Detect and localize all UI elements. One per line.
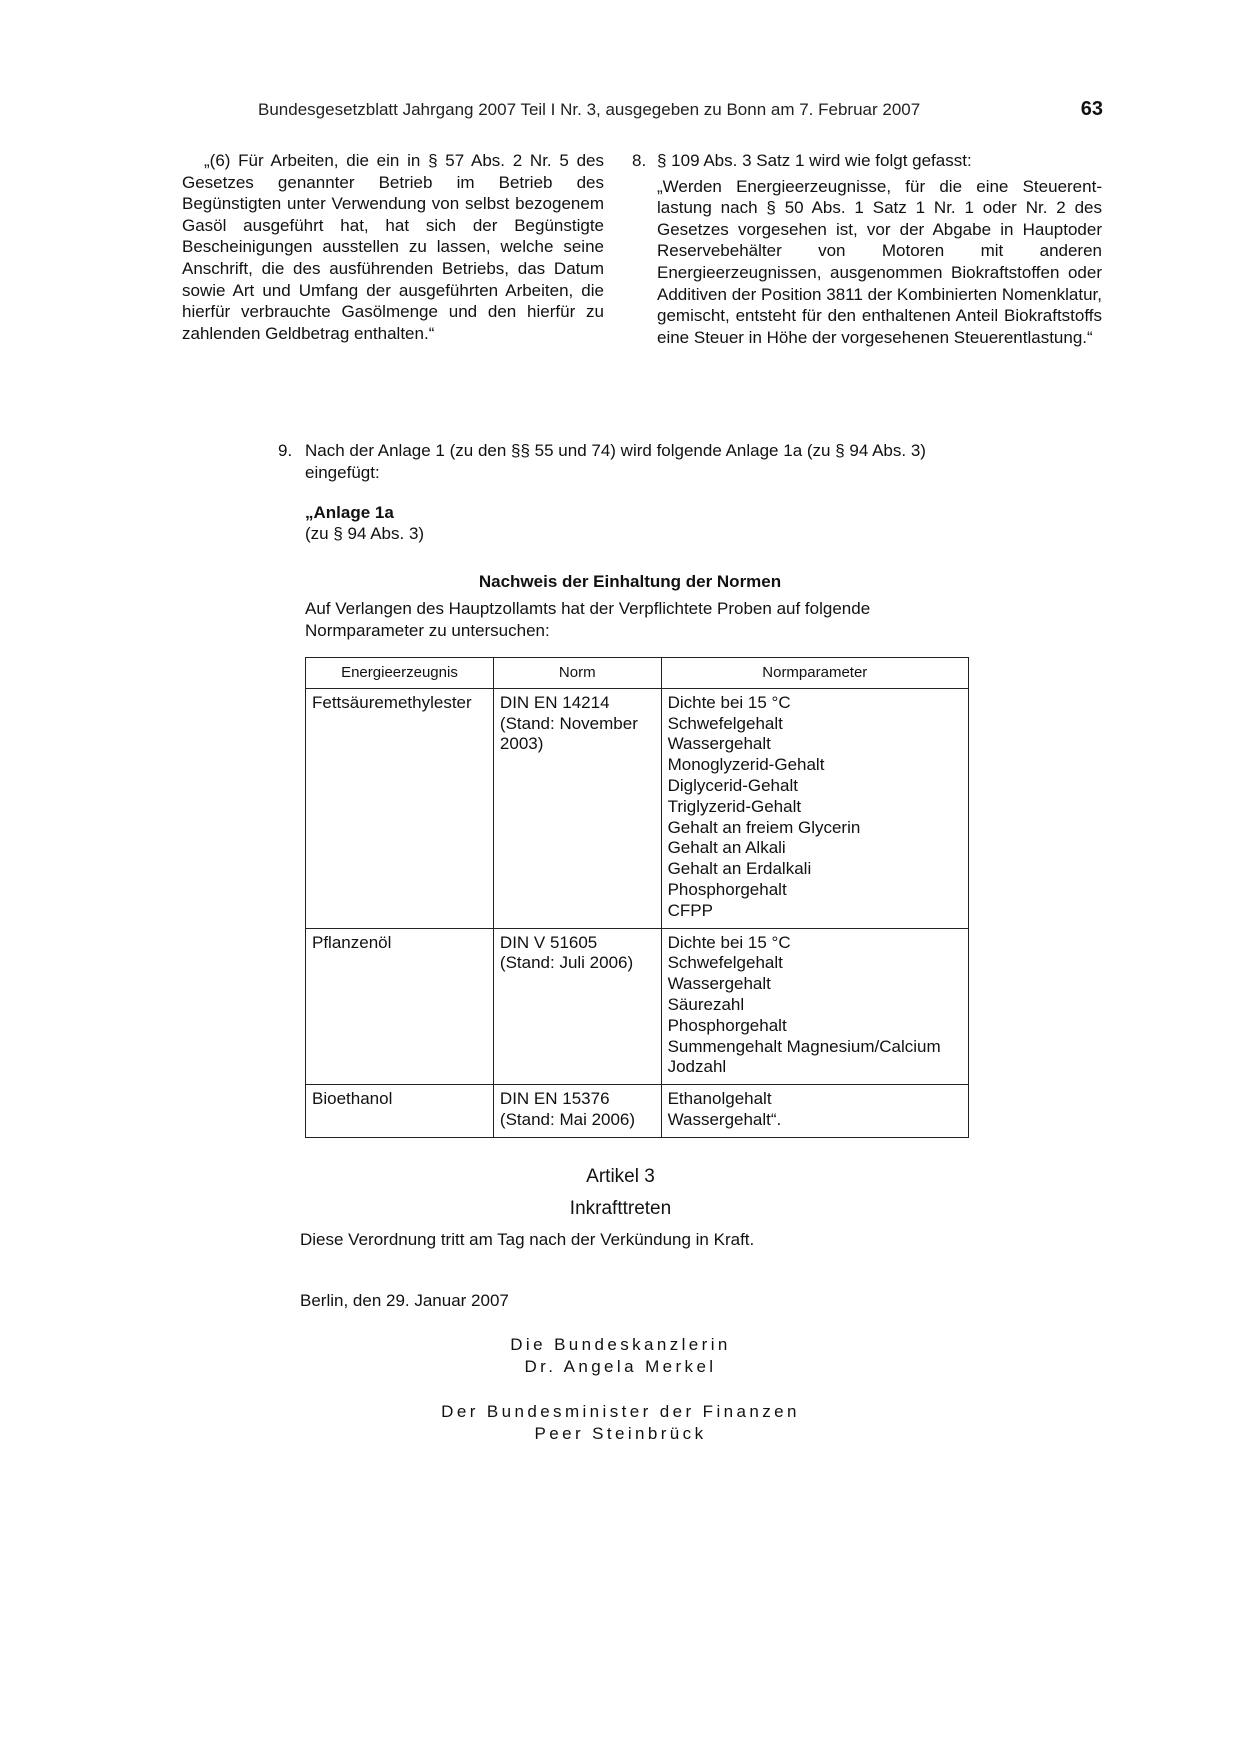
- product-cell: Bioethanol: [306, 1085, 494, 1138]
- param-item: Summengehalt Magnesium/Calcium: [667, 1036, 941, 1056]
- param-item: Phosphorgehalt: [667, 879, 787, 899]
- page-number: 63: [1080, 98, 1103, 120]
- params-cell: [661, 1085, 968, 1138]
- param-item: Schwefelgehalt: [667, 713, 783, 733]
- table-title: Nachweis der Einhaltung der Normen: [478, 572, 782, 591]
- param-item: Jodzahl: [667, 1057, 727, 1077]
- artikel-title: Inkrafttreten: [569, 1198, 672, 1219]
- product-cell: Pflanzenöl: [306, 928, 494, 1085]
- anlage-title: „Anlage 1a: [305, 503, 394, 522]
- table-row: [306, 688, 969, 928]
- left-column-paragraph: „(6) Für Arbeiten, die ein in § 57 Abs. 2 Nr. 5 des Gesetzes genannter Betrieb im Betrieb des Begünstigten unter Verwendung von selbst bezogenem Gasöl ausgeführt hat, hat sich der Begünstigte Bescheinigungen ausstellen zu lassen, welche seine Anschrift, die des ausführenden Betriebs, das Datum sowie Art und Umfang der ausgeführten Arbeiten, die hierfür verbrauchte Gasölmenge und den hierfür zu zahlenden Geldbetrag enthalten.“: [182, 151, 604, 343]
- column-header: Normparameter: [661, 658, 968, 689]
- norm-cell: DIN EN 15376 (Stand: Mai 2006): [493, 1085, 661, 1138]
- item-9-text: Nach der Anlage 1 (zu den §§ 55 und 74) wird folgende Anlage 1a (zu § 94 Abs. 3) eingefügt:: [305, 441, 926, 482]
- signatory-name: Dr. Angela Merkel: [524, 1357, 717, 1376]
- anlage-subtitle: (zu § 94 Abs. 3): [305, 524, 425, 543]
- param-item: Wassergehalt: [667, 734, 771, 754]
- item-8-quote: „Werden Energieerzeugnisse, für die eine Steuerentlastung nach § 50 Abs. 1 Satz 1 Nr. 1 oder Nr. 2 des Gesetzes vorgesehen ist, vor der Abgabe in Hauptoder Reservebehälter von Motoren mit anderen Energieerzeugnissen, ausgenommen Biokraftstoffen oder Additiven der Position 3811 der Kombinierten Nomenklatur, gemischt, entsteht für den enthaltenen Anteil Biokraftstoffs eine Steuer in Höhe der vorgesehenen Steuerentlastung.“: [657, 176, 1102, 347]
- params-cell: [661, 688, 968, 928]
- params-cell: [661, 928, 968, 1085]
- anlage-heading: [305, 502, 424, 544]
- param-item: Dichte bei 15 °C: [667, 692, 791, 712]
- table-row: [306, 928, 969, 1085]
- param-item: Wassergehalt: [667, 974, 771, 994]
- item-9-number: 9.: [278, 441, 293, 460]
- page-header: Bundesgesetzblatt Jahrgang 2007 Teil I Nr. 3, ausgegeben zu Bonn am 7. Februar 2007: [258, 100, 921, 119]
- right-column: [632, 150, 1102, 348]
- table-intro: Auf Verlangen des Hauptzollamts hat der Verpflichtete Proben auf folgende Normparameter zu untersuchen:: [305, 599, 871, 640]
- norm-cell: DIN V 51605 (Stand: Juli 2006): [493, 928, 661, 1085]
- signatory-role: Der Bundesminister der Finanzen: [441, 1402, 800, 1421]
- param-item: Schwefelgehalt: [667, 953, 783, 973]
- param-item: Monoglyzerid-Gehalt: [667, 755, 825, 775]
- param-item: Wassergehalt“.: [667, 1109, 782, 1129]
- signatory-name: Peer Steinbrück: [534, 1424, 707, 1443]
- table-row: [306, 1085, 969, 1138]
- column-header: Energieerzeugnis: [306, 658, 494, 689]
- column-header: Norm: [493, 658, 661, 689]
- param-item: Dichte bei 15 °C: [667, 932, 791, 952]
- item-9: [278, 440, 958, 483]
- norms-table: [305, 657, 969, 1138]
- param-item: Diglycerid-Gehalt: [667, 775, 798, 795]
- param-item: Gehalt an Erdalkali: [667, 859, 812, 879]
- product-cell: Fettsäuremethylester: [306, 688, 494, 928]
- place-and-date: Berlin, den 29. Januar 2007: [300, 1291, 509, 1310]
- param-item: Triglyzerid-Gehalt: [667, 796, 802, 816]
- param-item: Phosphorgehalt: [667, 1015, 787, 1035]
- item-8-text: § 109 Abs. 3 Satz 1 wird wie folgt gefasst:: [657, 151, 972, 170]
- param-item: CFPP: [667, 900, 713, 920]
- norm-cell: DIN EN 14214 (Stand: November 2003): [493, 688, 661, 928]
- artikel-text: Diese Verordnung tritt am Tag nach der Verkündung in Kraft.: [300, 1230, 755, 1249]
- param-item: Gehalt an freiem Glycerin: [667, 817, 861, 837]
- signatory-role: Die Bundeskanzlerin: [510, 1335, 731, 1354]
- item-8-number: 8.: [632, 151, 647, 170]
- param-item: Gehalt an Alkali: [667, 838, 786, 858]
- item-8: [632, 150, 1102, 172]
- param-item: Säurezahl: [667, 994, 745, 1014]
- param-item: Ethanolgehalt: [667, 1089, 772, 1109]
- table-header-row: [306, 658, 969, 689]
- artikel-number: Artikel 3: [586, 1166, 655, 1187]
